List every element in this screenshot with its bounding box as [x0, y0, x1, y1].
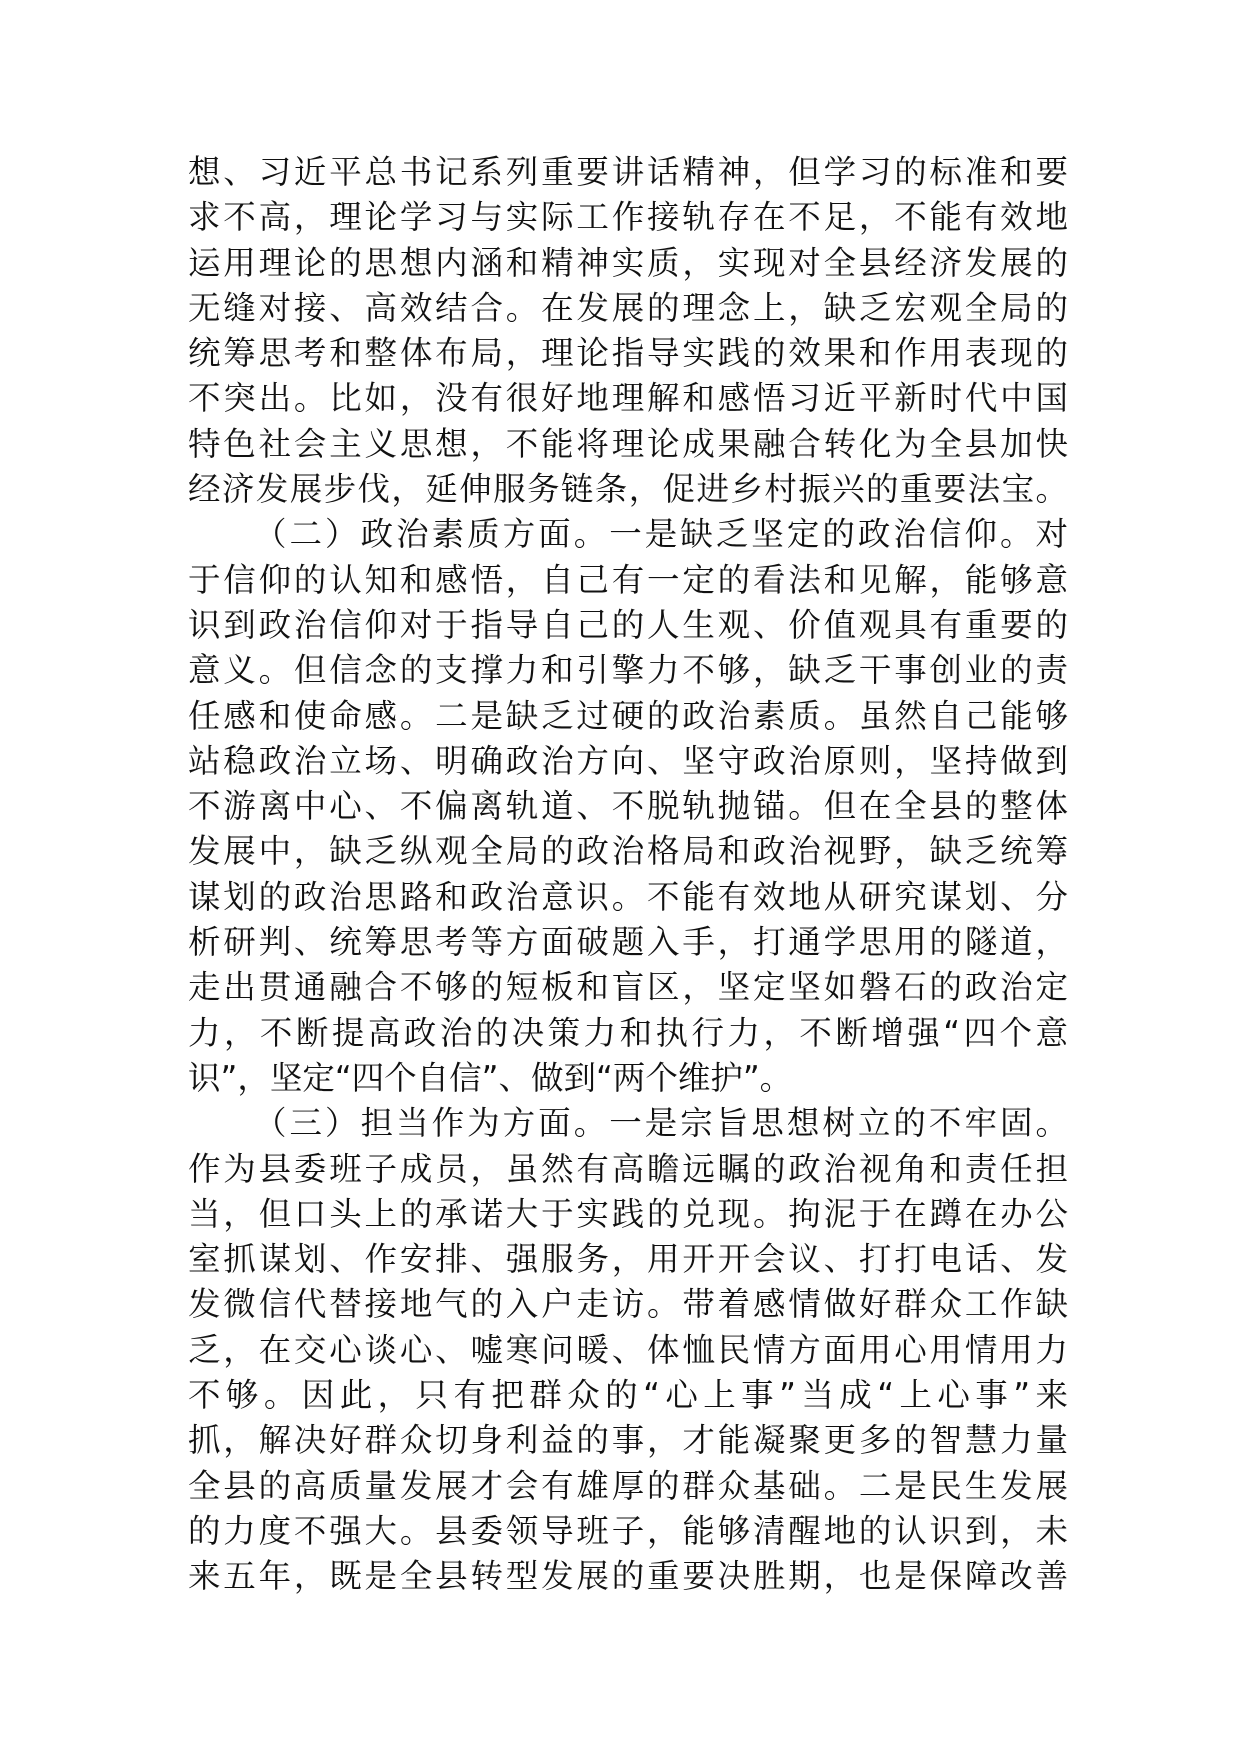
text-line: 乏，在交心谈心、嘘寒问暖、体恤民情方面用心用情用力: [188, 1330, 1068, 1369]
text-line: 识到政治信仰对于指导自己的人生观、价值观具有重要的: [188, 605, 1068, 644]
text-line: 析研判、统筹思考等方面破题入手，打通学思用的隧道，: [188, 923, 1068, 962]
text-line: 力，不断提高政治的决策力和执行力，不断增强“四个意: [188, 1013, 1068, 1052]
text-line: 不够。因此，只有把群众的“心上事”当成“上心事”来: [188, 1376, 1068, 1415]
text-line: 运用理论的思想内涵和精神实质，实现对全县经济发展的: [188, 243, 1068, 282]
text-line: 的力度不强大。县委领导班子，能够清醒地的认识到，未: [188, 1511, 1068, 1550]
text-line: 不游离中心、不偏离轨道、不脱轨抛锚。但在全县的整体: [188, 787, 1068, 826]
text-line: 于信仰的认知和感悟，自己有一定的看法和见解，能够意: [188, 560, 1068, 599]
body-text: [188, 150, 1068, 1600]
text-line: 发微信代替接地气的入户走访。带着感情做好群众工作缺: [188, 1285, 1068, 1324]
text-line: 识”，坚定“四个自信”、做到“两个维护”。: [188, 1058, 793, 1097]
text-line: 室抓谋划、作安排、强服务，用开开会议、打打电话、发: [188, 1240, 1068, 1279]
text-line: 站稳政治立场、明确政治方向、坚守政治原则，坚持做到: [188, 741, 1068, 780]
text-line: 不突出。比如，没有很好地理解和感悟习近平新时代中国: [188, 379, 1068, 418]
paragraph-first-line: （二）政治素质方面。一是缺乏坚定的政治信仰。对: [254, 515, 1068, 554]
text-line: 作为县委班子成员，虽然有高瞻远瞩的政治视角和责任担: [188, 1149, 1068, 1188]
text-line: 来五年，既是全县转型发展的重要决胜期，也是保障改善: [188, 1557, 1068, 1596]
text-line: 抓，解决好群众切身利益的事，才能凝聚更多的智慧力量: [188, 1421, 1068, 1460]
text-line: 当，但口头上的承诺大于实践的兑现。拘泥于在蹲在办公: [188, 1194, 1068, 1233]
text-line: 谋划的政治思路和政治意识。不能有效地从研究谋划、分: [188, 877, 1068, 916]
text-line: 任感和使命感。二是缺乏过硬的政治素质。虽然自己能够: [188, 696, 1068, 735]
text-line: 发展中，缺乏纵观全局的政治格局和政治视野，缺乏统筹: [188, 832, 1068, 871]
text-line: 想、习近平总书记系列重要讲话精神，但学习的标准和要: [188, 153, 1068, 191]
text-line: 特色社会主义思想，不能将理论成果融合转化为全县加快: [188, 424, 1068, 463]
text-line: 无缝对接、高效结合。在发展的理念上，缺乏宏观全局的: [188, 288, 1068, 327]
text-line: 走出贯通融合不够的短板和盲区，坚定坚如磐石的政治定: [188, 968, 1068, 1007]
text-line: 经济发展步伐，延伸服务链条，促进乡村振兴的重要法宝。: [188, 470, 1068, 509]
text-line: 全县的高质量发展才会有雄厚的群众基础。二是民生发展: [188, 1466, 1068, 1505]
text-line: 统筹思考和整体布局，理论指导实践的效果和作用表现的: [188, 334, 1068, 373]
paragraph-first-line: （三）担当作为方面。一是宗旨思想树立的不牢固。: [254, 1104, 1068, 1143]
text-line: 意义。但信念的支撑力和引擎力不够，缺乏干事创业的责: [188, 651, 1068, 690]
text-line: 求不高，理论学习与实际工作接轨存在不足，不能有效地: [188, 198, 1068, 237]
